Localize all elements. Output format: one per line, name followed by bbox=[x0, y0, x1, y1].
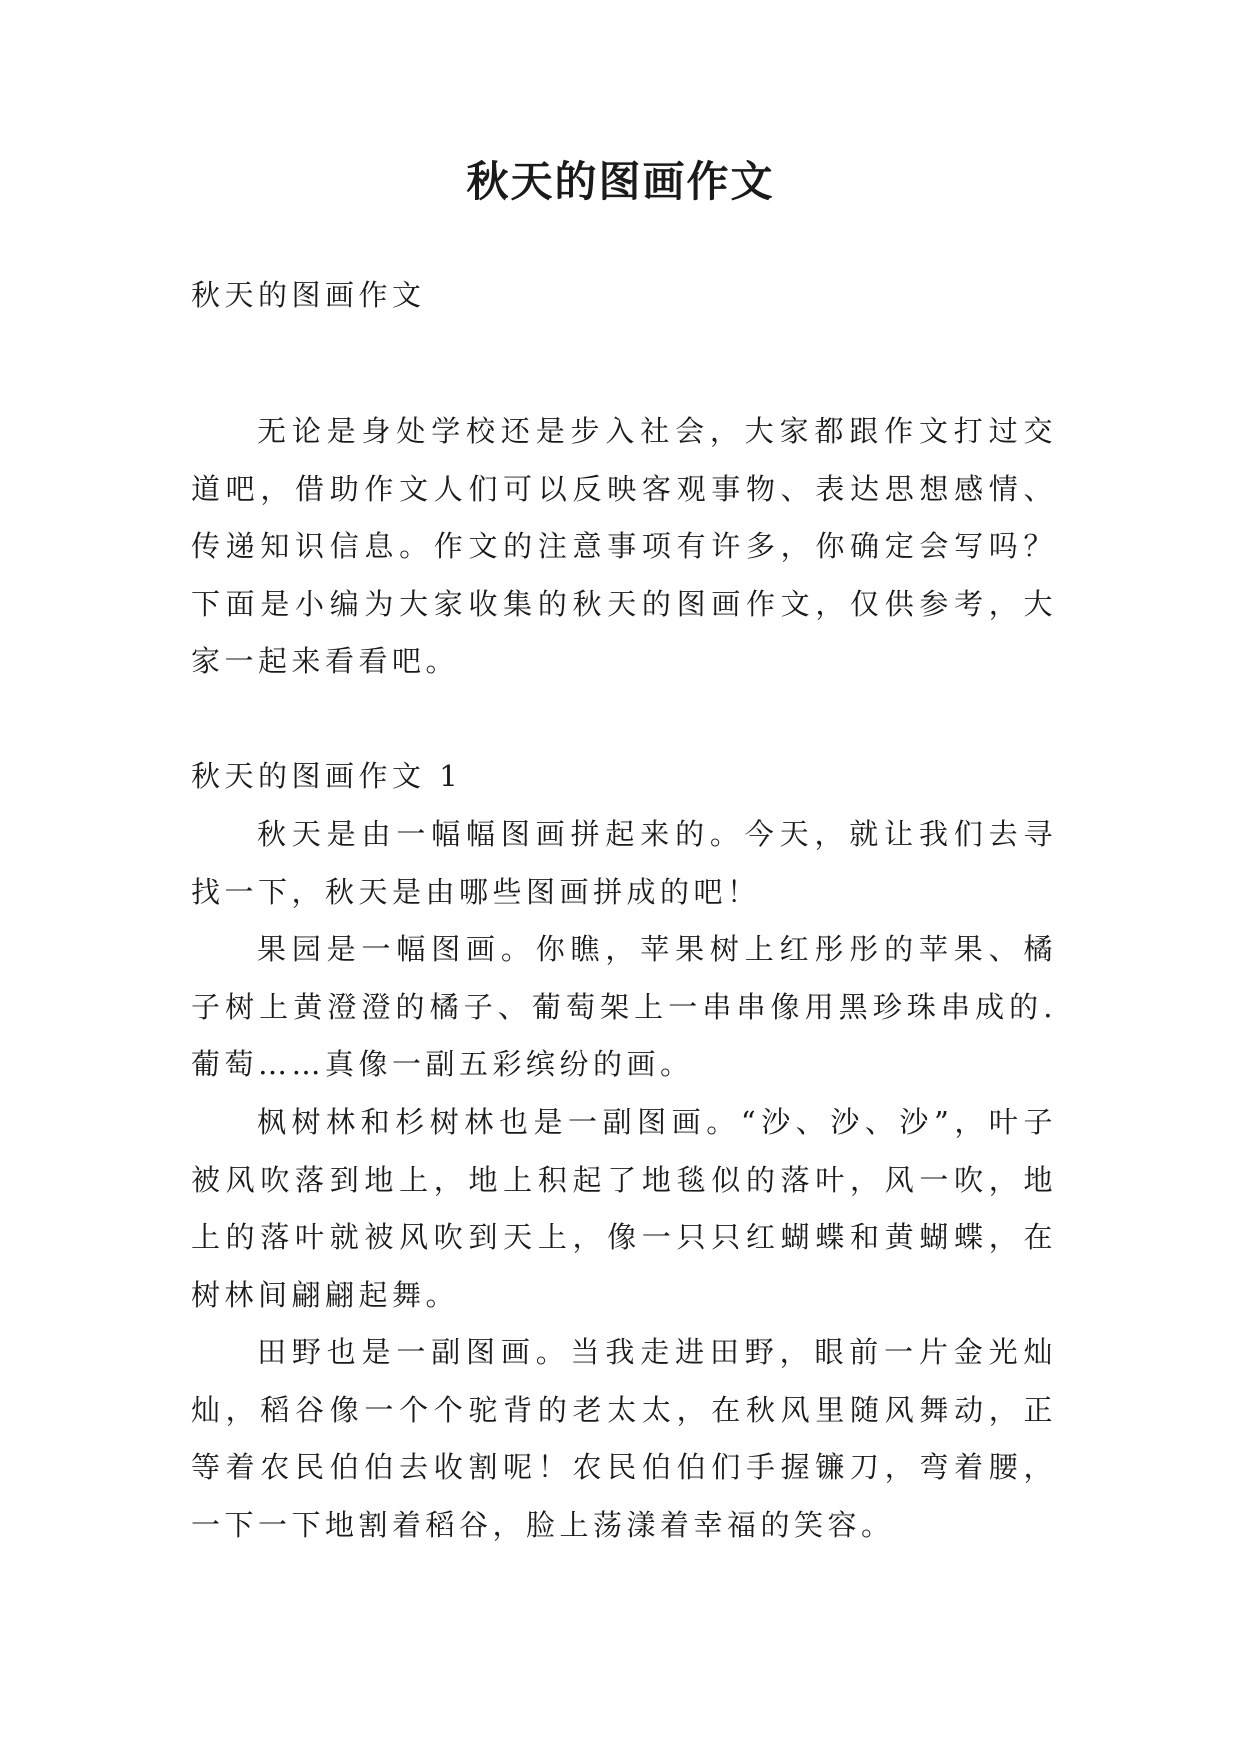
paragraph-4: 田野也是一副图画。当我走进田野，眼前一片金光灿灿，稻谷像一个个驼背的老太太，在秋风里随风舞动，正等着农民伯伯去收割呢！农民伯伯们手握镰刀，弯着腰，一下一下地割着稻谷，脸上荡漾着幸福的笑容。 bbox=[191, 1335, 1057, 1542]
paragraph-1: 秋天是由一幅幅图画拼起来的。今天，就让我们去寻找一下，秋天是由哪些图画拼成的吧！ bbox=[191, 817, 1057, 909]
paragraph-3: 枫树林和杉树林也是一副图画。“沙、沙、沙”，叶子被风吹落到地上，地上积起了地毯似的落叶，风一吹，地上的落叶就被风吹到天上，像一只只红蝴蝶和黄蝴蝶，在树林间翩翩起舞。 bbox=[191, 1105, 1057, 1312]
document-subtitle: 秋天的图画作文 bbox=[191, 278, 426, 312]
paragraph-2: 果园是一幅图画。你瞧，苹果树上红彤彤的苹果、橘子树上黄澄澄的橘子、葡萄架上一串串像用黑珍珠串成的.葡萄……真像一副五彩缤纷的画。 bbox=[191, 932, 1057, 1081]
intro-paragraph: 无论是身处学校还是步入社会，大家都跟作文打过交道吧，借助作文人们可以反映客观事物、表达思想感情、传递知识信息。作文的注意事项有许多，你确定会写吗？下面是小编为大家收集的秋天的图画作文，仅供参考，大家一起来看看吧。 bbox=[191, 414, 1057, 678]
section-heading-1: 秋天的图画作文 1 bbox=[191, 759, 463, 793]
document-title: 秋天的图画作文 bbox=[466, 157, 775, 206]
